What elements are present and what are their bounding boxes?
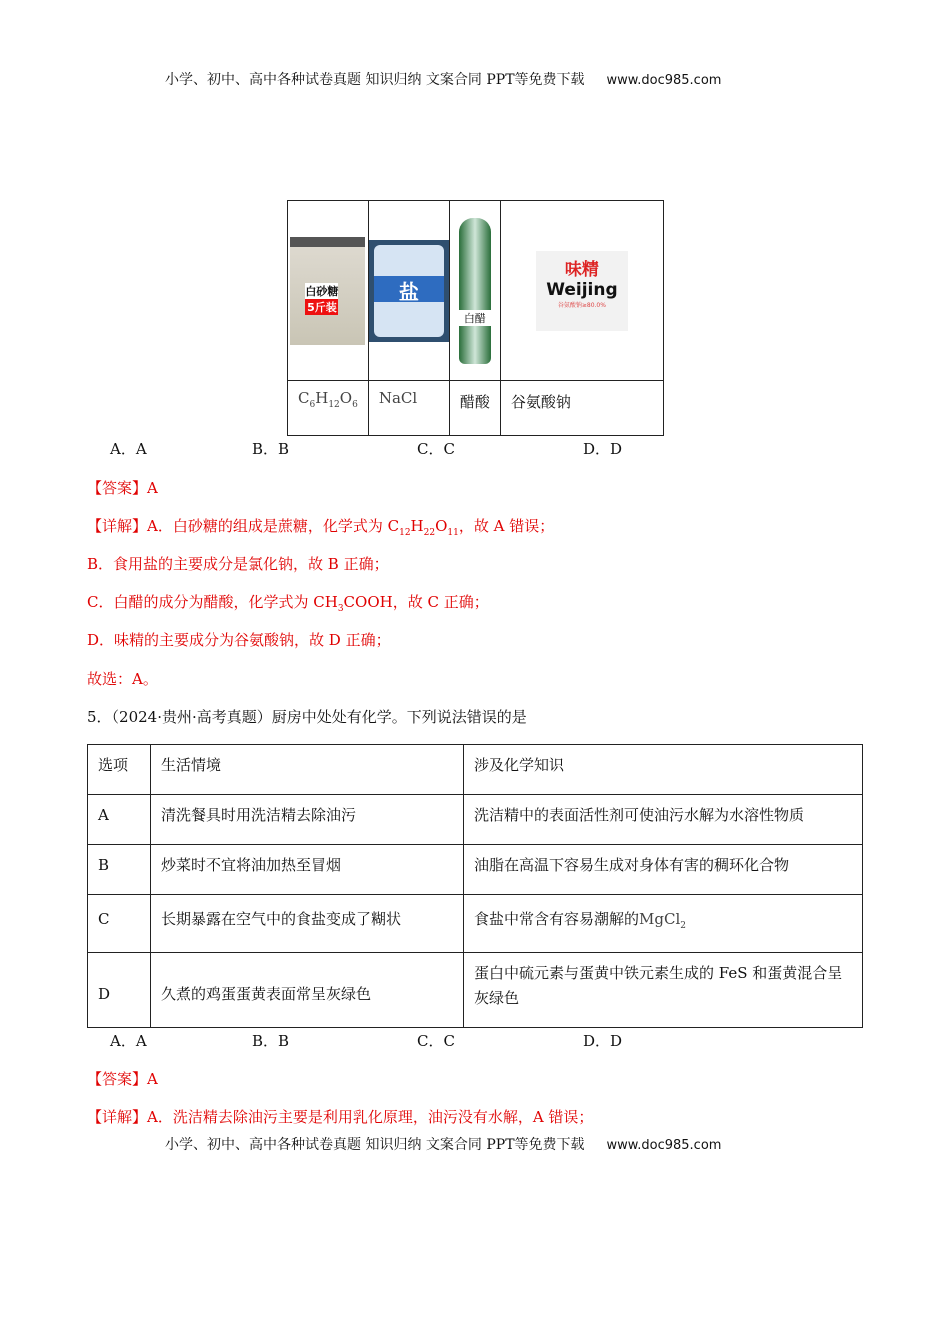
row-option: A <box>88 795 151 845</box>
q4-image-table <box>287 200 664 436</box>
formula-sugar: $C_6H_{12}O_6$ <box>288 381 369 436</box>
cell-vinegar <box>449 201 500 381</box>
cell-sugar <box>288 201 369 381</box>
q4-explain-line2: B．食用盐的主要成分是氯化钠，故 B 正确； <box>87 555 389 573</box>
q5-question: 5．（2024·贵州·高考真题）厨房中处处有化学。下列说法错误的是 <box>87 708 527 726</box>
salt-bag-image: 盐 <box>369 240 449 342</box>
q4-explain-line3: C．白醋的成分为醋酸，化学式为 $CH_3COOH$，故 C 正确； <box>87 593 489 614</box>
row-scene: 长期暴露在空气中的食盐变成了糊状 <box>151 895 464 953</box>
header-url[interactable]: www.doc985.com <box>606 73 722 88</box>
q5-option-a: A．A <box>110 1032 147 1050</box>
q4-explain-line1: 【详解】A．白砂糖的组成是蔗糖，化学式为 $C_{12}H_{22}O_{11}$，故 A 错误； <box>87 517 555 538</box>
row-knowledge: 油脂在高温下容易生成对身体有害的稠环化合物 <box>464 845 863 895</box>
formula-salt: NaCl <box>368 381 449 436</box>
footer-url[interactable]: www.doc985.com <box>606 1138 722 1153</box>
q4-explain-line4: D．味精的主要成分为谷氨酸钠，故 D 正确； <box>87 631 391 649</box>
q5-option-d: D．D <box>583 1032 623 1050</box>
table-row <box>88 795 863 845</box>
row-knowledge: 食盐中常含有容易潮解的MgCl$_2$ <box>464 895 863 953</box>
q4-explain-line5: 故选：A。 <box>87 670 158 688</box>
row-option: C <box>88 895 151 953</box>
q5-header-knowledge: 涉及化学知识 <box>464 745 863 795</box>
vinegar-bottle-image: 白醋 <box>459 218 491 364</box>
q5-option-b: B．B <box>252 1032 290 1050</box>
row-knowledge: 洗洁精中的表面活性剂可使油污水解为水溶性物质 <box>464 795 863 845</box>
row-scene: 清洗餐具时用洗洁精去除油污 <box>151 795 464 845</box>
row-scene: 久煮的鸡蛋蛋黄表面常呈灰绿色 <box>151 953 464 1028</box>
formula-msg: 谷氨酸钠 <box>500 381 663 436</box>
sugar-jar-image: 白砂糖 5斤装 <box>290 237 365 345</box>
table-row <box>88 845 863 895</box>
cell-msg <box>500 201 663 381</box>
header-text: 小学、初中、高中各种试卷真题 知识归纳 文案合同 PPT等免费下载 <box>165 72 585 88</box>
row-option: B <box>88 845 151 895</box>
page-footer <box>165 1134 721 1154</box>
footer-text: 小学、初中、高中各种试卷真题 知识归纳 文案合同 PPT等免费下载 <box>165 1137 585 1153</box>
row-scene: 炒菜时不宜将油加热至冒烟 <box>151 845 464 895</box>
q5-header-option: 选项 <box>88 745 151 795</box>
q4-option-b: B．B <box>252 440 290 458</box>
row-option: D <box>88 953 151 1028</box>
q5-option-c: C．C <box>417 1032 455 1050</box>
q4-option-a: A．A <box>110 440 147 458</box>
cell-salt <box>368 201 449 381</box>
table-row <box>88 895 863 953</box>
q4-option-c: C．C <box>417 440 455 458</box>
q5-table <box>87 744 863 1028</box>
msg-package-image: 味精 Weijing 谷氨酸钠≥80.0% <box>536 251 628 331</box>
q5-answer: 【答案】A <box>87 1070 158 1088</box>
q5-header-scene: 生活情境 <box>151 745 464 795</box>
formula-vinegar: 醋酸 <box>449 381 500 436</box>
table-row <box>88 953 863 1028</box>
q5-explain: 【详解】A．洗洁精去除油污主要是利用乳化原理，油污没有水解，A 错误； <box>87 1108 594 1126</box>
q4-option-d: D．D <box>583 440 623 458</box>
page-header <box>165 69 721 89</box>
row-knowledge: 蛋白中硫元素与蛋黄中铁元素生成的 FeS 和蛋黄混合呈灰绿色 <box>464 953 863 1028</box>
q4-answer: 【答案】A <box>87 479 158 497</box>
